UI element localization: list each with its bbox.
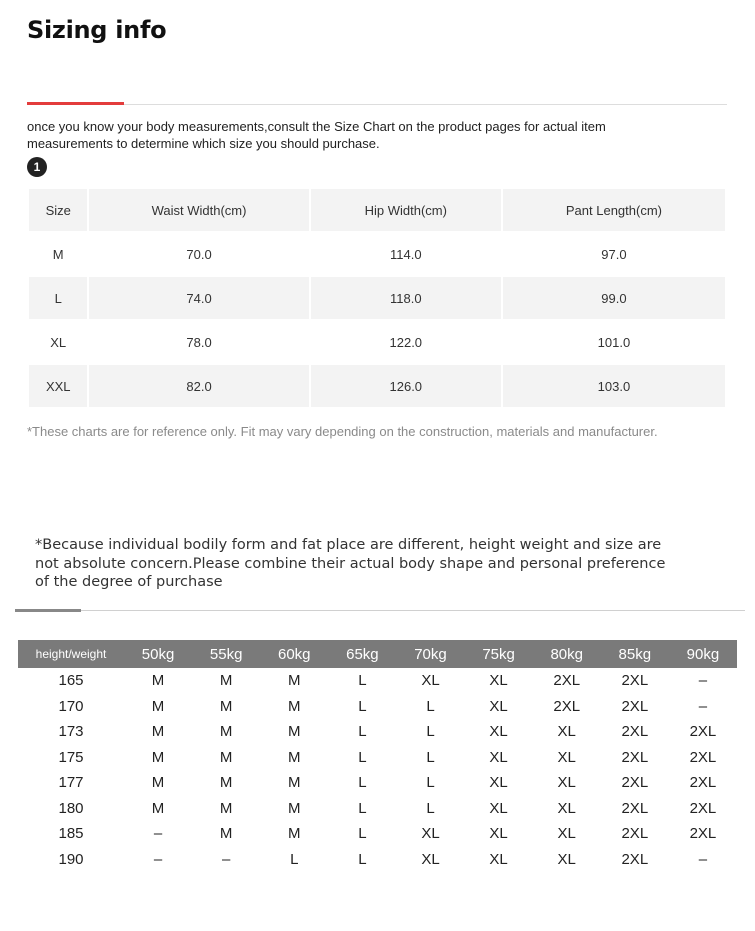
size-cell: L xyxy=(358,825,367,843)
table-cell: 114.0 xyxy=(311,233,501,275)
size-cell: M xyxy=(219,697,233,715)
table-row xyxy=(18,847,737,873)
step-badge: 1 xyxy=(27,157,47,177)
size-cell: XL xyxy=(557,774,576,792)
size-cell: 2XL xyxy=(689,748,717,766)
height-cell: 190 xyxy=(58,850,84,868)
size-cell: XL xyxy=(557,825,576,843)
table-cell: 122.0 xyxy=(311,321,501,363)
size-cell: M xyxy=(219,723,233,741)
table-cell: 126.0 xyxy=(311,365,501,407)
section-divider xyxy=(15,610,745,611)
size-cell: XL xyxy=(557,850,576,868)
height-cell: 177 xyxy=(58,774,84,792)
size-cell: M xyxy=(219,672,233,690)
size-cell: 2XL xyxy=(689,799,717,817)
size-cell: XL xyxy=(489,825,508,843)
size-cell: 2XL xyxy=(553,697,581,715)
corner-header: height/weight xyxy=(18,640,124,668)
table-row xyxy=(29,233,725,275)
table-cell: 97.0 xyxy=(503,233,725,275)
height-cell: 185 xyxy=(58,825,84,843)
table-row xyxy=(29,365,725,407)
size-cell: – xyxy=(698,850,708,868)
weight-header: 65kg xyxy=(328,640,396,668)
table-row xyxy=(18,694,737,720)
size-cell: L xyxy=(358,672,367,690)
table-row xyxy=(18,821,737,847)
fit-notice: *Because individual bodily form and fat place are different, height weight and size are not absolute concern.Please combine their actual body shape and personal preference of the degree of purchase xyxy=(35,537,666,590)
height-cell: 175 xyxy=(58,748,84,766)
size-cell: L xyxy=(426,697,435,715)
height-weight-table xyxy=(18,640,737,872)
size-cell: M xyxy=(219,799,233,817)
size-table xyxy=(27,187,727,409)
size-cell: XL xyxy=(489,723,508,741)
table-header-row xyxy=(18,640,737,668)
weight-header: 75kg xyxy=(465,640,533,668)
table-row xyxy=(18,719,737,745)
height-cell: 173 xyxy=(58,723,84,741)
table-cell: 82.0 xyxy=(89,365,308,407)
table-cell: 78.0 xyxy=(89,321,308,363)
size-cell: M xyxy=(219,774,233,792)
size-cell: XL xyxy=(557,723,576,741)
table-header-row xyxy=(29,189,725,231)
weight-header: 70kg xyxy=(396,640,464,668)
table-row xyxy=(18,668,737,694)
column-header: Pant Length(cm) xyxy=(503,189,725,231)
size-cell: 2XL xyxy=(553,672,581,690)
height-cell: 180 xyxy=(58,799,84,817)
height-cell: 170 xyxy=(58,697,84,715)
table-cell: 118.0 xyxy=(311,277,501,319)
size-cell: L xyxy=(426,774,435,792)
size-cell: M xyxy=(288,748,301,766)
weight-header: 60kg xyxy=(260,640,328,668)
table-cell: 99.0 xyxy=(503,277,725,319)
size-cell: – xyxy=(153,850,163,868)
size-cell: 2XL xyxy=(621,748,649,766)
table-cell: M xyxy=(29,233,87,275)
table-cell: XXL xyxy=(29,365,87,407)
table-cell: 74.0 xyxy=(89,277,308,319)
accent-underline xyxy=(27,102,124,105)
table-cell: L xyxy=(29,277,87,319)
size-cell: M xyxy=(151,672,165,690)
size-cell: L xyxy=(426,748,435,766)
size-cell: – xyxy=(153,825,163,843)
intro-text: once you know your body measurements,consult the Size Chart on the product pages for actual item measurements to determine which size you should purchase. xyxy=(27,119,606,151)
page-title: Sizing info xyxy=(27,16,167,44)
size-cell: M xyxy=(219,748,233,766)
weight-header: 90kg xyxy=(669,640,737,668)
size-cell: M xyxy=(288,697,301,715)
size-cell: L xyxy=(358,697,367,715)
table-cell: 101.0 xyxy=(503,321,725,363)
size-cell: 2XL xyxy=(621,850,649,868)
size-cell: L xyxy=(358,774,367,792)
size-cell: 2XL xyxy=(621,672,649,690)
size-cell: L xyxy=(358,799,367,817)
size-cell: 2XL xyxy=(689,774,717,792)
size-cell: M xyxy=(219,825,233,843)
height-cell: 165 xyxy=(58,672,84,690)
size-cell: M xyxy=(151,774,165,792)
size-cell: XL xyxy=(489,748,508,766)
size-cell: XL xyxy=(489,774,508,792)
size-cell: 2XL xyxy=(621,774,649,792)
weight-header: 50kg xyxy=(124,640,192,668)
size-cell: L xyxy=(290,850,299,868)
table-row xyxy=(29,321,725,363)
size-cell: XL xyxy=(489,850,508,868)
table-row xyxy=(29,277,725,319)
size-cell: L xyxy=(358,723,367,741)
column-header: Size xyxy=(29,189,87,231)
weight-header: 85kg xyxy=(601,640,669,668)
size-cell: L xyxy=(358,748,367,766)
size-cell: XL xyxy=(489,672,508,690)
size-cell: M xyxy=(288,825,301,843)
size-cell: XL xyxy=(489,697,508,715)
size-cell: M xyxy=(151,799,165,817)
size-cell: L xyxy=(426,799,435,817)
weight-header: 80kg xyxy=(533,640,601,668)
size-cell: – xyxy=(698,672,708,690)
size-cell: 2XL xyxy=(621,799,649,817)
size-cell: XL xyxy=(421,825,440,843)
size-cell: 2XL xyxy=(621,825,649,843)
size-cell: M xyxy=(288,723,301,741)
size-cell: 2XL xyxy=(689,723,717,741)
size-cell: L xyxy=(426,723,435,741)
table-row xyxy=(18,796,737,822)
table-cell: 103.0 xyxy=(503,365,725,407)
size-cell: M xyxy=(288,672,301,690)
size-cell: XL xyxy=(557,799,576,817)
size-cell: 2XL xyxy=(621,723,649,741)
size-cell: XL xyxy=(421,672,440,690)
size-cell: – xyxy=(221,850,231,868)
table-row xyxy=(18,745,737,771)
table-row xyxy=(18,770,737,796)
size-cell: XL xyxy=(557,748,576,766)
size-cell: XL xyxy=(421,850,440,868)
table-cell: 70.0 xyxy=(89,233,308,275)
accent-underline xyxy=(15,609,81,612)
size-cell: M xyxy=(288,774,301,792)
size-cell: M xyxy=(288,799,301,817)
size-cell: M xyxy=(151,697,165,715)
section-divider xyxy=(27,104,727,105)
size-cell: L xyxy=(358,850,367,868)
size-cell: M xyxy=(151,723,165,741)
column-header: Hip Width(cm) xyxy=(311,189,501,231)
size-cell: XL xyxy=(489,799,508,817)
size-cell: 2XL xyxy=(621,697,649,715)
size-cell: M xyxy=(151,748,165,766)
size-cell: 2XL xyxy=(689,825,717,843)
weight-header: 55kg xyxy=(192,640,260,668)
reference-disclaimer: *These charts are for reference only. Fit may vary depending on the construction, materials and manufacturer. xyxy=(27,424,658,439)
table-cell: XL xyxy=(29,321,87,363)
size-cell: – xyxy=(698,697,708,715)
column-header: Waist Width(cm) xyxy=(89,189,308,231)
